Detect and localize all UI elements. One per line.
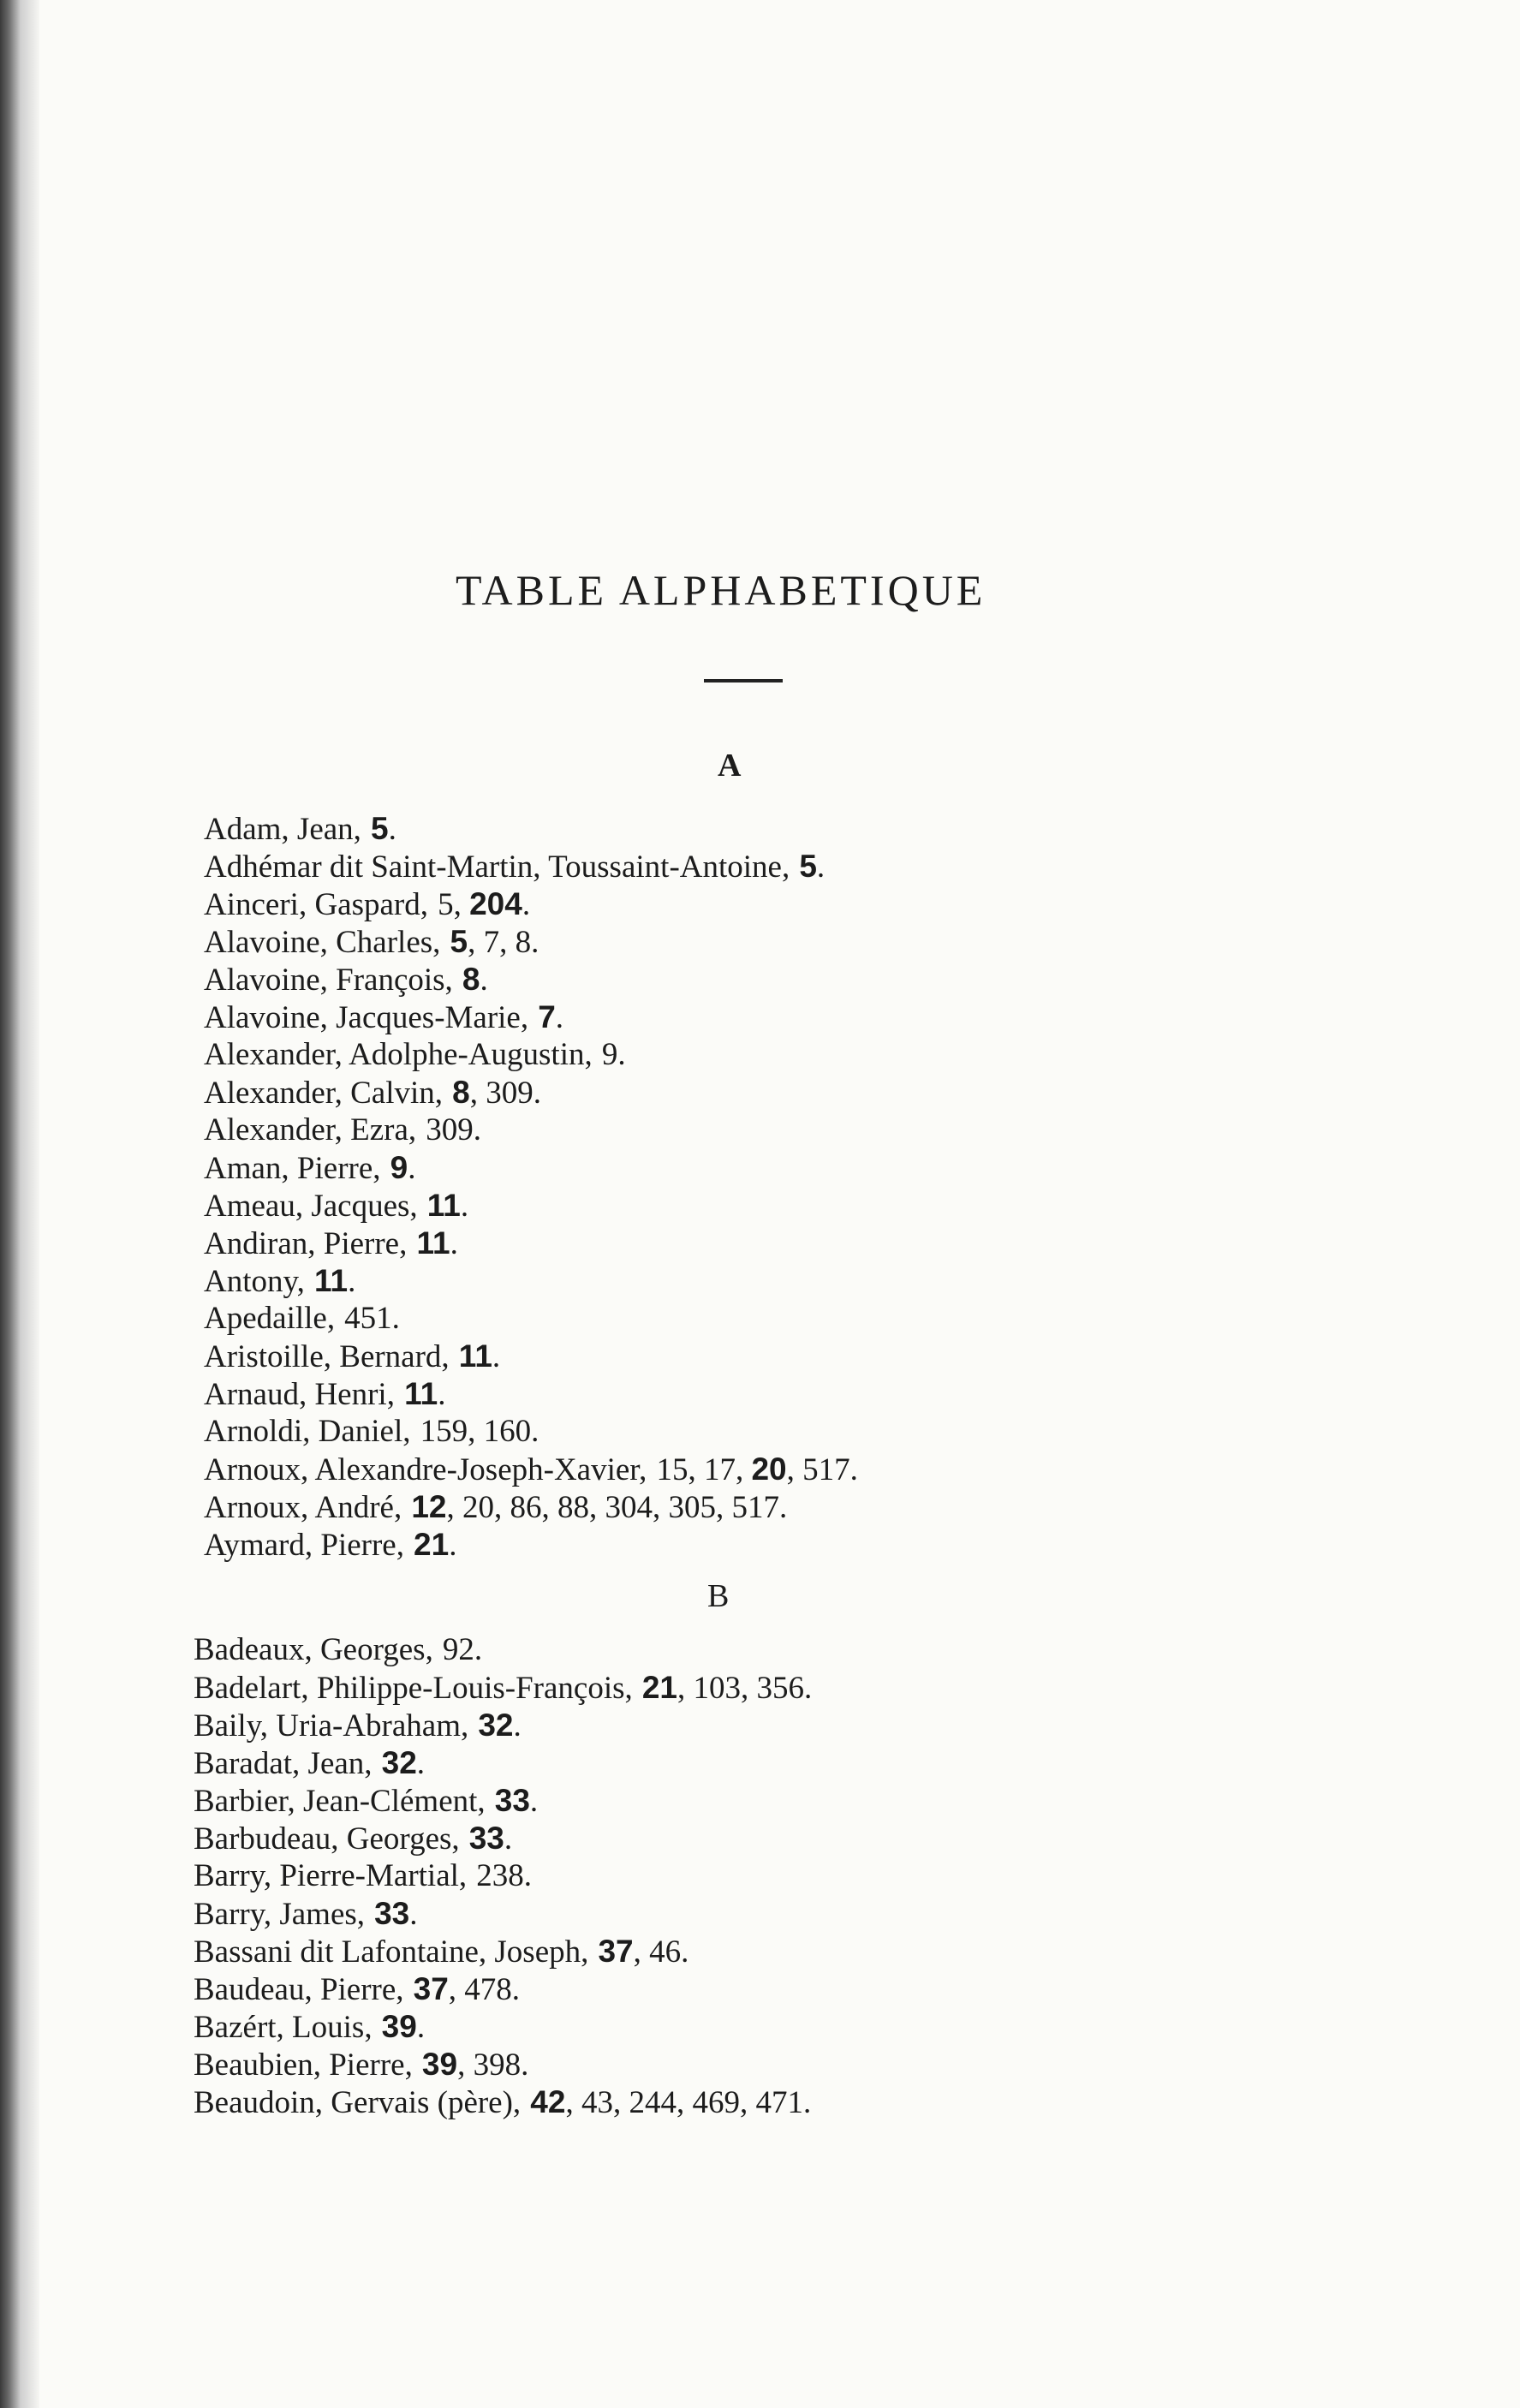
entry-name: Arnoldi, Daniel,: [204, 1414, 411, 1449]
page-ref: 20: [462, 1490, 494, 1525]
page-ref: 20: [751, 1451, 787, 1487]
index-entry: [194, 2046, 812, 2083]
page-ref: 39: [421, 2047, 458, 2082]
entry-pages: 5.: [799, 849, 826, 885]
entry-name: Alexander, Ezra,: [204, 1112, 417, 1147]
entry-name: Arnaud, Henri,: [204, 1377, 395, 1412]
page-ref: 33: [468, 1821, 504, 1856]
entry-pages: 42, 43, 244, 469, 471.: [530, 2084, 812, 2120]
page-ref: 398: [473, 2047, 522, 2083]
page-ref: 305: [668, 1490, 716, 1525]
entry-name: Barbudeau, Georges,: [194, 1821, 460, 1857]
entry-name: Beaubien, Pierre,: [194, 2047, 413, 2083]
entry-pages: 8, 309.: [452, 1075, 541, 1111]
entry-name: Antony,: [204, 1264, 305, 1299]
entry-name: Badeaux, Georges,: [194, 1632, 433, 1667]
index-entry: [204, 1300, 858, 1338]
entry-pages: 39.: [381, 2009, 426, 2045]
index-entry: [204, 1413, 858, 1451]
page-ref: 46: [649, 1934, 682, 1970]
page-ref: 7: [483, 925, 500, 960]
index-entry: [194, 1820, 812, 1857]
entry-pages: 5, 7, 8.: [450, 924, 539, 960]
entry-pages: 9.: [601, 1037, 626, 1072]
page-ref: 5: [799, 849, 817, 884]
index-entry: [194, 1707, 812, 1744]
entry-name: Aristoille, Bernard,: [204, 1339, 450, 1374]
index-list-b: [194, 1631, 812, 2121]
entry-name: Arnoux, André,: [204, 1490, 402, 1525]
page-ref: 204: [469, 886, 522, 921]
entry-pages: 12, 20, 86, 88, 304, 305, 517.: [411, 1489, 788, 1525]
page-ref: 5: [450, 924, 468, 959]
page-ref: 11: [426, 1188, 461, 1223]
entry-name: Bassani dit Lafontaine, Joseph,: [194, 1934, 589, 1970]
entry-pages: 11.: [426, 1188, 469, 1224]
page-ref: 9: [601, 1037, 618, 1072]
entry-pages: 37, 478.: [413, 1971, 521, 2007]
entry-name: Alexander, Calvin,: [204, 1076, 444, 1111]
entry-pages: 11.: [416, 1225, 458, 1261]
index-entry: [194, 1857, 812, 1895]
entry-name: Barry, James,: [194, 1897, 366, 1932]
entry-pages: 21.: [414, 1527, 457, 1563]
page-ref: 309: [426, 1112, 474, 1147]
index-entry: [204, 998, 858, 1036]
entry-pages: 7.: [538, 999, 564, 1035]
entry-name: Alavoine, François,: [204, 963, 453, 998]
page-ref: 43: [581, 2085, 613, 2120]
index-entry: [204, 1526, 858, 1564]
page-ref: 8: [452, 1075, 470, 1110]
page-ref: 33: [374, 1896, 410, 1931]
page-ref: 7: [538, 999, 556, 1034]
page-ref: 9: [390, 1150, 408, 1185]
index-entry: [204, 810, 858, 848]
index-entry: [194, 1669, 812, 1707]
index-entry: [204, 1262, 858, 1300]
index-entry: [204, 1149, 858, 1187]
entry-pages: 15, 17, 20, 517.: [656, 1451, 858, 1487]
entry-name: Bazért, Louis,: [194, 2010, 373, 2045]
page-ref: 11: [458, 1338, 492, 1374]
index-entry: [194, 1631, 812, 1669]
entry-pages: 37, 46.: [598, 1934, 689, 1970]
page-ref: 32: [478, 1708, 514, 1743]
entry-pages: 11.: [404, 1376, 446, 1412]
entry-pages: 33.: [468, 1821, 513, 1857]
page-ref: 517: [731, 1490, 779, 1525]
page-ref: 17: [703, 1452, 736, 1487]
index-entry: [194, 1744, 812, 1782]
page-ref: 159: [420, 1414, 468, 1449]
index-entry: [194, 1970, 812, 2008]
page-ref: 11: [416, 1225, 450, 1261]
page-ref: 517: [802, 1452, 850, 1487]
index-entry: [204, 885, 858, 923]
index-entry: [194, 2083, 812, 2121]
entry-pages: 238.: [476, 1858, 533, 1893]
page-ref: 451: [344, 1301, 392, 1336]
page-ref: 86: [510, 1490, 542, 1525]
entry-pages: 451.: [344, 1301, 400, 1336]
page-ref: 88: [557, 1490, 589, 1525]
index-entry: [194, 1895, 812, 1933]
page-title: TABLE ALPHABETIQUE: [456, 566, 987, 614]
index-entry: [204, 923, 858, 961]
index-entry: [204, 1036, 858, 1074]
page-ref: 21: [641, 1670, 678, 1705]
page-ref: 12: [411, 1489, 447, 1524]
entry-name: Baradat, Jean,: [194, 1746, 373, 1781]
entry-name: Alavoine, Jacques-Marie,: [204, 1000, 529, 1035]
entry-pages: 33.: [494, 1783, 539, 1819]
index-entry: [204, 1488, 858, 1526]
page-ref: 5: [438, 887, 454, 922]
index-entry: [204, 1451, 858, 1488]
entry-pages: 33.: [374, 1896, 418, 1932]
page-ref: 356: [756, 1671, 805, 1706]
page-ref: 15: [656, 1452, 688, 1487]
entry-name: Baily, Uria-Abraham,: [194, 1708, 469, 1743]
entry-pages: 9.: [390, 1150, 416, 1186]
entry-pages: 32.: [381, 1745, 426, 1781]
page-ref: 304: [605, 1490, 653, 1525]
entry-pages: 39, 398.: [421, 2047, 529, 2083]
entry-pages: 32.: [478, 1708, 522, 1743]
section-letter-a: A: [718, 748, 742, 784]
entry-name: Arnoux, Alexandre-Joseph-Xavier,: [204, 1452, 647, 1487]
entry-pages: 11.: [458, 1338, 501, 1374]
index-entry: [204, 1187, 858, 1225]
entry-name: Aymard, Pierre,: [204, 1528, 404, 1563]
entry-name: Barry, Pierre-Martial,: [194, 1858, 468, 1893]
entry-pages: 309.: [426, 1112, 481, 1147]
index-entry: [194, 1782, 812, 1820]
entry-name: Adhémar dit Saint-Martin, Toussaint-Antoine,: [204, 849, 790, 885]
entry-pages: 5, 204.: [438, 886, 531, 922]
page-ref: 21: [414, 1527, 450, 1562]
entry-name: Ainceri, Gaspard,: [204, 887, 428, 922]
index-entry: [204, 848, 858, 885]
page-ref: 238: [476, 1858, 524, 1893]
page-ref: 469: [692, 2085, 740, 2120]
entry-pages: 8.: [462, 962, 488, 998]
page-ref: 32: [381, 1745, 417, 1780]
page-ref: 42: [530, 2084, 566, 2119]
index-entry: [204, 1225, 858, 1262]
entry-name: Apedaille,: [204, 1301, 336, 1336]
entry-name: Alexander, Adolphe-Augustin,: [204, 1037, 593, 1072]
entry-pages: 21, 103, 356.: [641, 1670, 813, 1706]
entry-name: Ameau, Jacques,: [204, 1189, 418, 1224]
index-entry: [204, 1375, 858, 1413]
entry-pages: 5.: [371, 811, 396, 847]
index-list-a: [204, 810, 858, 1564]
entry-name: Adam, Jean,: [204, 812, 361, 847]
index-entry: [204, 961, 858, 998]
page-ref: 5: [371, 811, 389, 846]
page-ref: 478: [464, 1972, 512, 2007]
index-entry: [204, 1338, 858, 1375]
page-ref: 8: [462, 962, 480, 997]
index-entry: [194, 2008, 812, 2046]
page-ref: 244: [629, 2085, 677, 2120]
entry-name: Barbier, Jean-Clément,: [194, 1784, 486, 1819]
entry-pages: 92.: [442, 1632, 483, 1667]
entry-name: Aman, Pierre,: [204, 1151, 381, 1186]
section-letter-b: B: [707, 1578, 730, 1614]
page-ref: 160: [483, 1414, 532, 1449]
page-ref: 33: [494, 1783, 530, 1818]
page-ref: 471: [755, 2085, 803, 2120]
page-ref: 37: [413, 1971, 449, 2006]
title-rule: [704, 679, 783, 682]
page-ref: 92: [442, 1632, 474, 1667]
index-entry: [204, 1112, 858, 1149]
entry-name: Beaudoin, Gervais (père),: [194, 2085, 522, 2120]
entry-name: Baudeau, Pierre,: [194, 1972, 404, 2007]
entry-pages: 159, 160.: [420, 1414, 539, 1449]
index-entry: [194, 1933, 812, 1970]
page-ref: 309: [486, 1076, 533, 1111]
page-ref: 8: [515, 925, 532, 960]
page-ref: 11: [313, 1263, 349, 1298]
page-gutter-shadow: [0, 0, 39, 2408]
page-ref: 103: [693, 1671, 742, 1706]
entry-name: Alavoine, Charles,: [204, 925, 441, 960]
entry-name: Badelart, Philippe-Louis-François,: [194, 1671, 633, 1706]
entry-pages: 11.: [313, 1263, 356, 1299]
page-ref: 39: [381, 2009, 417, 2044]
entry-name: Andiran, Pierre,: [204, 1226, 408, 1261]
page-ref: 11: [404, 1376, 438, 1411]
page-ref: 37: [598, 1934, 634, 1969]
index-entry: [204, 1074, 858, 1112]
